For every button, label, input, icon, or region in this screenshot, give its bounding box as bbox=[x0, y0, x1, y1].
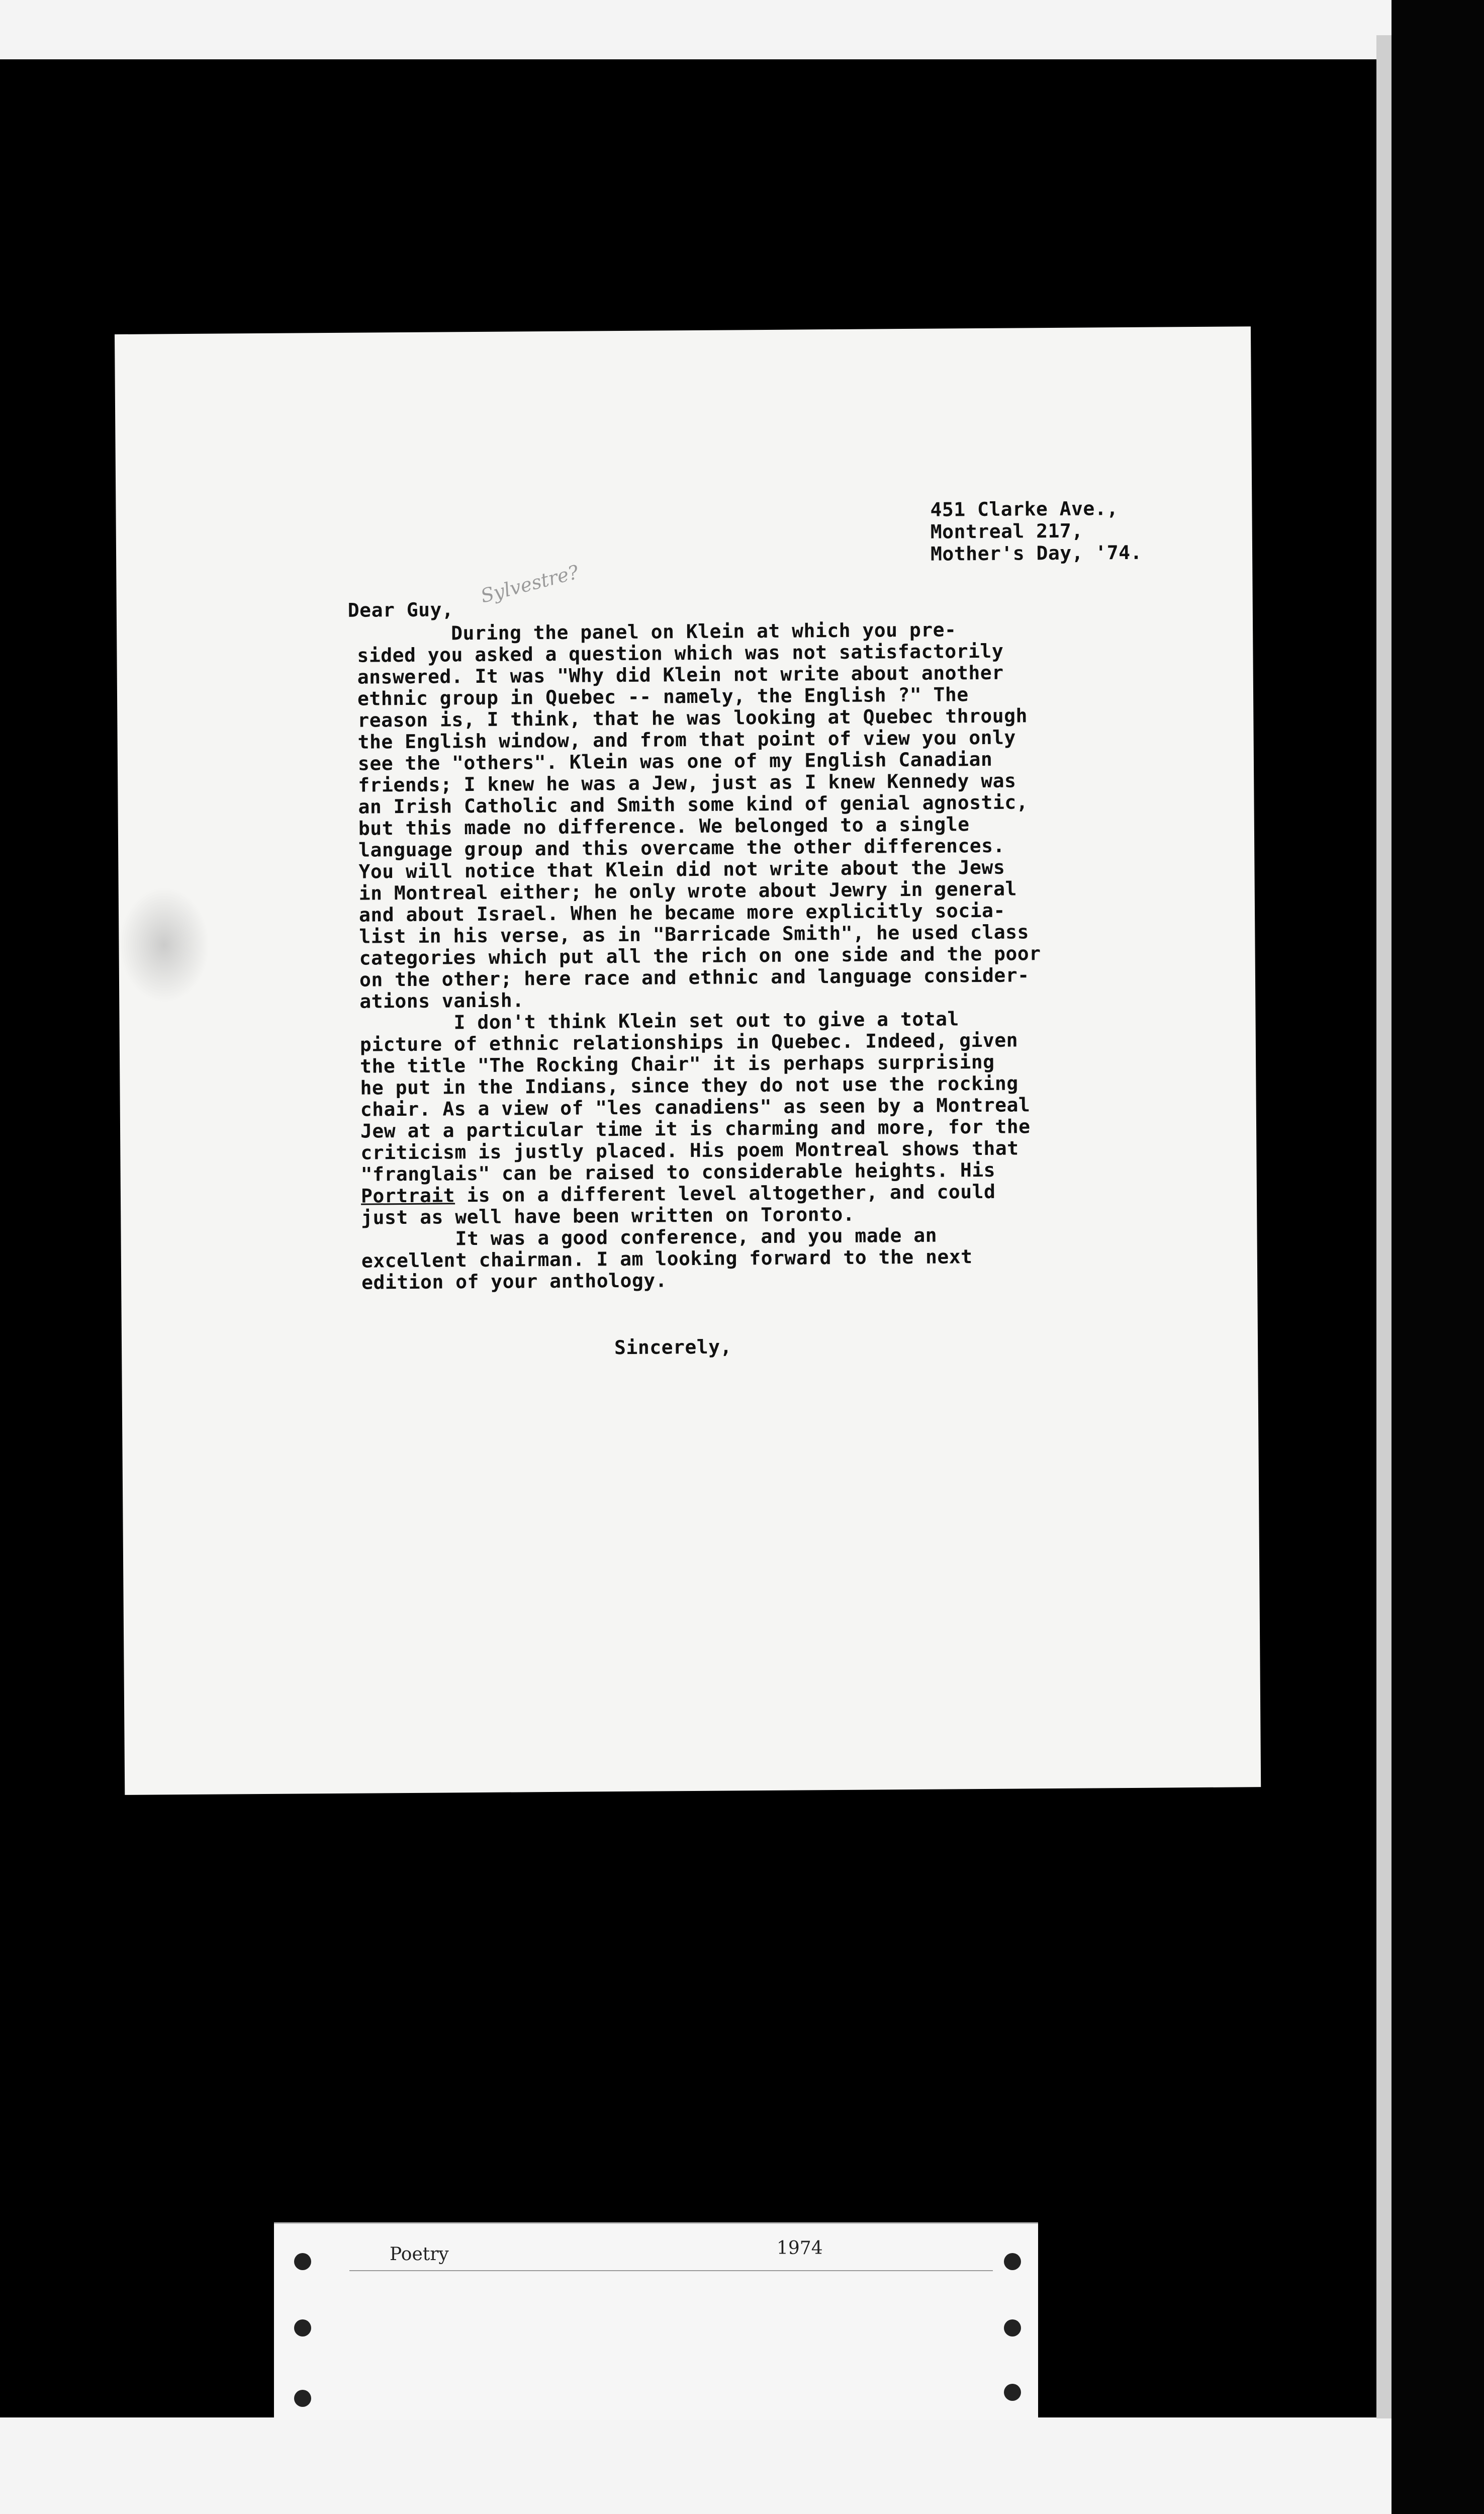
body-line: language group and this overcame the other differences. bbox=[358, 834, 1005, 861]
film-margin bbox=[1392, 0, 1484, 2514]
body-line: excellent chairman. I am looking forward to the next bbox=[361, 1245, 973, 1272]
body-line: categories which put all the rich on one side and the poor bbox=[359, 942, 1041, 969]
body-line: friends; I knew he was a Jew, just as I knew Kennedy was bbox=[358, 769, 1016, 796]
address-line-3: Mother's Day, '74. bbox=[930, 541, 1143, 565]
card-year: 1974 bbox=[777, 2238, 823, 2259]
page-smudge bbox=[119, 887, 210, 1003]
letter-body bbox=[357, 617, 1216, 1294]
body-line: You will notice that Klein did not write about the Jews bbox=[358, 856, 1005, 883]
body-line: ations vanish. bbox=[359, 989, 524, 1013]
address-line-1: 451 Clarke Ave., bbox=[930, 497, 1119, 521]
punch-hole-icon bbox=[294, 2253, 311, 2270]
archive-file-card bbox=[274, 2222, 1038, 2420]
body-line: "franglais" can be raised to considerable heights. His bbox=[360, 1158, 996, 1186]
body-line: he put in the Indians, since they do not use the rocking bbox=[360, 1072, 1018, 1099]
punch-hole-icon bbox=[294, 2319, 311, 2337]
body-line: I don't think Klein set out to give a total bbox=[359, 1008, 959, 1034]
card-rule bbox=[349, 2270, 993, 2271]
body-line: sided you asked a question which was not satisfactorily bbox=[357, 640, 1004, 667]
letter-page bbox=[115, 326, 1261, 1795]
body-line: an Irish Catholic and Smith some kind of genial agnostic, bbox=[358, 791, 1029, 818]
body-line: see the "others". Klein was one of my English Canadian bbox=[357, 748, 993, 775]
body-line: on the other; here race and ethnic and language consider- bbox=[359, 964, 1030, 991]
body-line: ethnic group in Quebec -- namely, the English ?" The bbox=[357, 683, 969, 710]
body-line: list in his verse, as in "Barricade Smith", he used class bbox=[359, 921, 1030, 948]
body-line-tail: is on a different level altogether, and could bbox=[454, 1180, 996, 1207]
punch-hole-icon bbox=[1004, 2319, 1021, 2337]
body-line: picture of ethnic relationships in Quebec. Indeed, given bbox=[359, 1029, 1018, 1056]
film-edge bbox=[1376, 35, 1392, 2418]
body-line: answered. It was "Why did Klein not write about another bbox=[357, 661, 1004, 688]
card-subject: Poetry bbox=[390, 2244, 449, 2265]
body-line: in Montreal either; he only wrote about Jewry in general bbox=[358, 877, 1017, 905]
body-line: It was a good conference, and you made an bbox=[361, 1224, 938, 1250]
closing: Sincerely, bbox=[614, 1335, 732, 1359]
body-line: chair. As a view of "les canadiens" as seen by a Montreal bbox=[360, 1094, 1031, 1121]
body-line: the English window, and from that point of view you only bbox=[357, 726, 1016, 753]
body-line: reason is, I think, that he was looking at Quebec through bbox=[357, 704, 1028, 732]
body-line: the title "The Rocking Chair" it is perhaps surprising bbox=[360, 1050, 995, 1078]
body-line: criticism is justly placed. His poem Montreal shows that bbox=[360, 1137, 1019, 1164]
body-line: During the panel on Klein at which you pre- bbox=[357, 618, 957, 645]
body-line: edition of your anthology. bbox=[361, 1269, 668, 1294]
portrait-title: Portrait bbox=[360, 1184, 455, 1207]
punch-hole-icon bbox=[1004, 2384, 1021, 2401]
salutation: Dear Guy, bbox=[347, 598, 454, 621]
body-line: and about Israel. When he became more explicitly socia- bbox=[358, 899, 1005, 926]
punch-hole-icon bbox=[1004, 2253, 1021, 2270]
body-line: just as well have been written on Toronto. bbox=[361, 1203, 855, 1229]
body-line: but this made no difference. We belonged to a single bbox=[358, 813, 970, 840]
punch-hole-icon bbox=[294, 2390, 311, 2407]
address-line-2: Montreal 217, bbox=[930, 519, 1083, 543]
sender-address bbox=[930, 497, 1142, 565]
pencil-annotation: Sylvestre? bbox=[478, 561, 581, 607]
body-line: Jew at a particular time it is charming and more, for the bbox=[360, 1115, 1031, 1142]
